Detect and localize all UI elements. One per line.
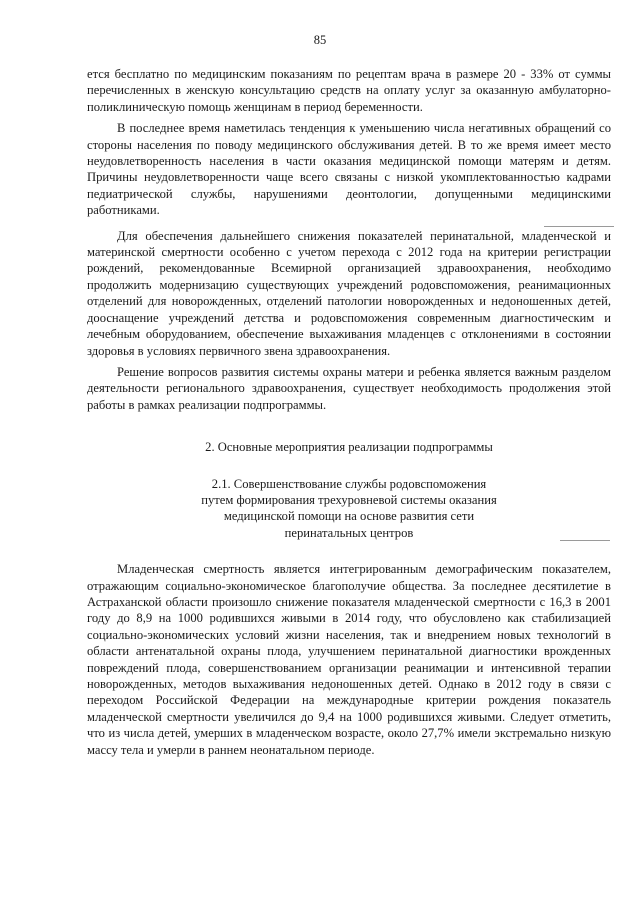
paragraph-infant-mortality: Младенческая смертность является интегрированным демографическим показателем, отражающим социально-экономическое благополучие общества. За последнее десятилетие в Астраханской области произошло снижение показателя младенческой смертности с 16,3 в 2001 году до 8,9 на 1000 родившихся живыми в 2014 году, что обусловлено как стабилизацией социально-экономических условий жизни населения, так и внедрением новых технологий в области антенатальной охраны плода, улучшением перинатальной диагностики врожденных повреждений плода, совершенствованием организации реанимации и интенсивной терапии новорожденных, методов выхаживания недоношенных детей. Однако в 2012 году в связи с переходом Российской Федерации на международные критерии рождения показатель младенческой смертности увеличился до 9,4 на 1000 родившихся живыми. Следует отметить, что из числа детей, умерших в младенческом возрасте, около 27,7% имели экстремально низкую массу тела и умерли в раннем неонатальном периоде. [87,562,611,757]
paragraph-modernization: Для обеспечения дальнейшего снижения показателей перинатальной, младенческой и материнской смертности особенно с учетом перехода с 2012 года на критерии регистрации рождений, рекомендованные Всемирной организацией здравоохранения, необходимо продолжить модернизацию существующих учреждений родовспоможения, реанимационных отделений для новорожденных, отделений патологии новорожденных и недоношенных детей, дооснащение учреждений детства и родовспоможения современным диагностическим и лечебным оборудованием, обеспечение выхаживания младенцев с отклонениями в состоянии здоровья в условиях первичного звена здравоохранения. [87,228,611,358]
paragraph-continuation: ется бесплатно по медицинским показаниям по рецептам врача в размере 20 - 33% от суммы перечисленных в женскую консультацию средств на оплату услуг за оказанную амбулаторно-поликлиническую помощь женщинам в период беременности. [87,67,611,114]
section-heading: 2. Основные мероприятия реализации подпрограммы [205,440,493,455]
subsection-heading [87,476,611,542]
paragraph-complaints: В последнее время наметилась тенденция к уменьшению числа негативных обращений со стороны населения по поводу медицинского обслуживания детей. В то же время имеет место неудовлетворенность населения в части оказания медицинской помощи матерям и детям. Причины неудовлетворенности чаще всего связаны с низкой укомплектованностью кадрами педиатрической службы, нарушениями деонтологии, допущенными медицинскими работниками. [87,121,611,218]
subsection-heading-line: перинатальных центров [284,525,414,540]
scan-artifact-line [544,226,614,227]
scan-artifact-line [560,540,610,541]
page-content [87,66,611,758]
page-number: 85 [313,33,327,47]
subsection-heading-line: 2.1. Совершенствование службы родовспоможения [211,476,487,491]
subsection-heading-line: путем формирования трехуровневой системы оказания [201,492,497,507]
paragraph-mother-child-protection: Решение вопросов развития системы охраны матери и ребенка является важным разделом деятельности регионального здравоохранения, существует необходимость продолжения этой работы в рамках реализации подпрограммы. [87,364,611,412]
subsection-heading-line: медицинской помощи на основе развития сети [223,509,475,524]
